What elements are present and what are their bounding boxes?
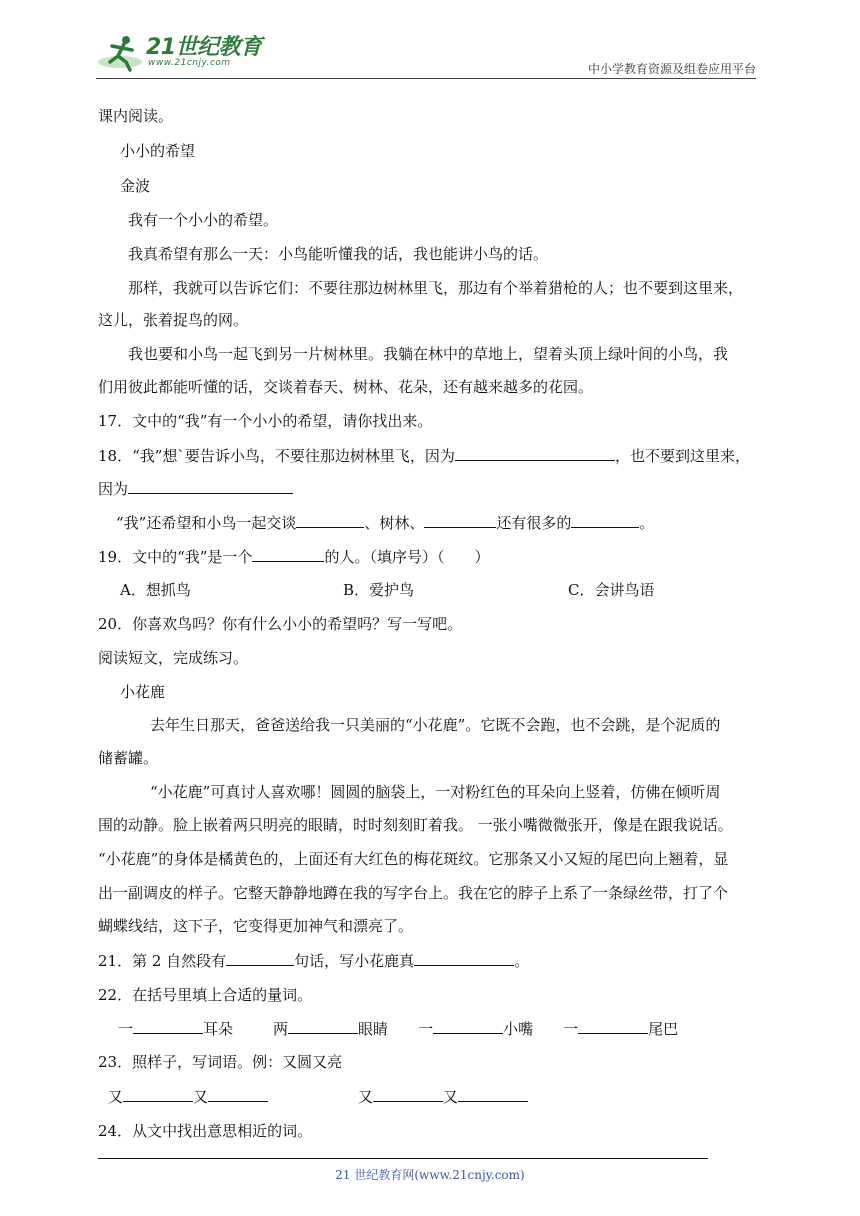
answer-blank[interactable] xyxy=(133,1018,203,1034)
paragraph-line: 出一副调皮的样子。它整天静静地蹲在我的写字台上。我在它的脖子上系了一条绿丝带，打了个 xyxy=(98,884,729,902)
paragraph-line: 我也要和小鸟一起飞到另一片树林里。我躺在林中的草地上，望着头顶上绿叶间的小鸟，我 xyxy=(128,345,729,363)
word-pattern-char: 又 xyxy=(193,1088,209,1106)
poem-author: 金波 xyxy=(120,177,151,195)
paragraph-line: 储蓄罐。 xyxy=(98,749,159,767)
question-19 xyxy=(98,546,489,567)
question-text: 的人。（填序号）（ ） xyxy=(324,548,490,566)
answer-blank[interactable] xyxy=(252,546,324,562)
measure-word-prefix: 两 xyxy=(273,1020,289,1038)
question-23: 23．照样子，写词语。例：又圆又亮 xyxy=(98,1053,343,1071)
answer-blank[interactable] xyxy=(458,1086,528,1102)
question-22: 22．在括号里填上合适的量词。 xyxy=(98,986,313,1004)
option-c[interactable]: C．会讲鸟语 xyxy=(568,581,655,599)
answer-blank[interactable] xyxy=(128,478,293,494)
answer-blank[interactable] xyxy=(373,1086,443,1102)
question-text: 21．第 2 自然段有 xyxy=(98,952,227,970)
question-text: “我”还希望和小鸟一起交谈 xyxy=(116,514,297,532)
paragraph-line: “小花鹿”的身体是橘黄色的，上面还有大红色的梅花斑纹。它那条又小又短的尾巴向上翘着，显 xyxy=(98,850,729,868)
question-text: 18．“我”想`要告诉小鸟，不要往那边树林里飞，因为 xyxy=(98,447,455,465)
question-text: 。 xyxy=(639,514,655,532)
paragraph-line: 蝴蝶线结，这下子，它变得更加神气和漂亮了。 xyxy=(98,917,414,935)
section-title: 阅读短文，完成练习。 xyxy=(98,649,249,667)
question-24: 24．从文中找出意思相近的词。 xyxy=(98,1122,313,1140)
answer-blank[interactable] xyxy=(123,1086,193,1102)
answer-blank[interactable] xyxy=(414,950,514,966)
paragraph-line: “小花鹿”可真讨人喜欢哪！圆圆的脑袋上，一对粉红色的耳朵向上竖着，仿佛在倾听周 xyxy=(150,783,721,801)
word-pattern-char: 又 xyxy=(358,1088,374,1106)
answer-blank[interactable] xyxy=(571,512,639,528)
question-18 xyxy=(98,445,750,466)
answer-blank[interactable] xyxy=(433,1018,503,1034)
question-21 xyxy=(98,950,529,971)
question-text: 。 xyxy=(514,952,530,970)
paragraph-line: 们用彼此都能听懂的话，交谈着春天、树林、花朵，还有越来越多的花园。 xyxy=(98,378,594,396)
question-20: 20．你喜欢鸟吗？你有什么小小的希望吗？写一写吧。 xyxy=(98,615,463,633)
page-header xyxy=(96,30,756,79)
word-pattern-char: 又 xyxy=(108,1088,124,1106)
question-18-cont xyxy=(98,478,293,499)
logo-text: 21世纪教育 xyxy=(146,35,262,60)
question-text: 19．文中的“我”是一个 xyxy=(98,548,253,566)
footer-link[interactable]: 21 世纪教育网(www.21cnjy.com) xyxy=(335,1168,525,1182)
answer-blank[interactable] xyxy=(288,1018,358,1034)
question-17: 17．文中的“我”有一个小小的希望，请你找出来。 xyxy=(98,412,433,430)
logo-url: www.21cnjy.com xyxy=(148,58,231,68)
answer-blank[interactable] xyxy=(424,512,496,528)
question-text: 因为 xyxy=(98,480,129,498)
option-a[interactable]: A．想抓鸟 xyxy=(120,581,191,599)
platform-name: 中小学教育资源及组卷应用平台 xyxy=(587,62,756,76)
question-18-part2 xyxy=(116,512,654,533)
poem-title: 小小的希望 xyxy=(120,142,196,160)
answer-blank[interactable] xyxy=(455,445,615,461)
paragraph-line: 我有一个小小的希望。 xyxy=(128,211,279,229)
paragraph-line: 去年生日那天，爸爸送给我一只美丽的“小花鹿”。它既不会跑，也不会跳，是个泥质的 xyxy=(150,716,721,734)
question-text: 还有很多的 xyxy=(496,514,572,532)
question-23-blanks xyxy=(108,1086,528,1107)
measure-word-noun: 耳朵 xyxy=(203,1020,234,1038)
question-22-blanks xyxy=(118,1018,678,1039)
word-pattern-char: 又 xyxy=(443,1088,459,1106)
paragraph-line: 那样，我就可以告诉它们：不要往那边树林里飞，那边有个举着猎枪的人；也不要到这里来， xyxy=(128,279,744,297)
measure-word-prefix: 一 xyxy=(118,1020,134,1038)
answer-blank[interactable] xyxy=(226,950,294,966)
measure-word-noun: 尾巴 xyxy=(648,1020,679,1038)
answer-blank[interactable] xyxy=(208,1086,268,1102)
footer-divider xyxy=(98,1158,708,1159)
question-text: ，也不要到这里来， xyxy=(614,447,750,465)
section-title: 课内阅读。 xyxy=(98,107,174,125)
answer-blank[interactable] xyxy=(296,512,364,528)
option-b[interactable]: B．爱护鸟 xyxy=(343,581,415,599)
measure-word-noun: 小嘴 xyxy=(503,1020,534,1038)
passage-title: 小花鹿 xyxy=(120,683,166,701)
question-text: 句话，写小花鹿真 xyxy=(294,952,415,970)
answer-blank[interactable] xyxy=(578,1018,648,1034)
measure-word-prefix: 一 xyxy=(563,1020,579,1038)
measure-word-noun: 眼睛 xyxy=(358,1020,389,1038)
measure-word-prefix: 一 xyxy=(418,1020,434,1038)
paragraph-line: 这儿，张着捉鸟的网。 xyxy=(98,311,249,329)
paragraph-line: 我真希望有那么一天：小鸟能听懂我的话，我也能讲小鸟的话。 xyxy=(128,245,549,263)
paragraph-line: 围的动静。脸上嵌着两只明亮的眼睛，时时刻刻盯着我。 一张小嘴微微张开，像是在跟我说话。 xyxy=(98,816,733,834)
question-text: 、树林、 xyxy=(364,514,425,532)
